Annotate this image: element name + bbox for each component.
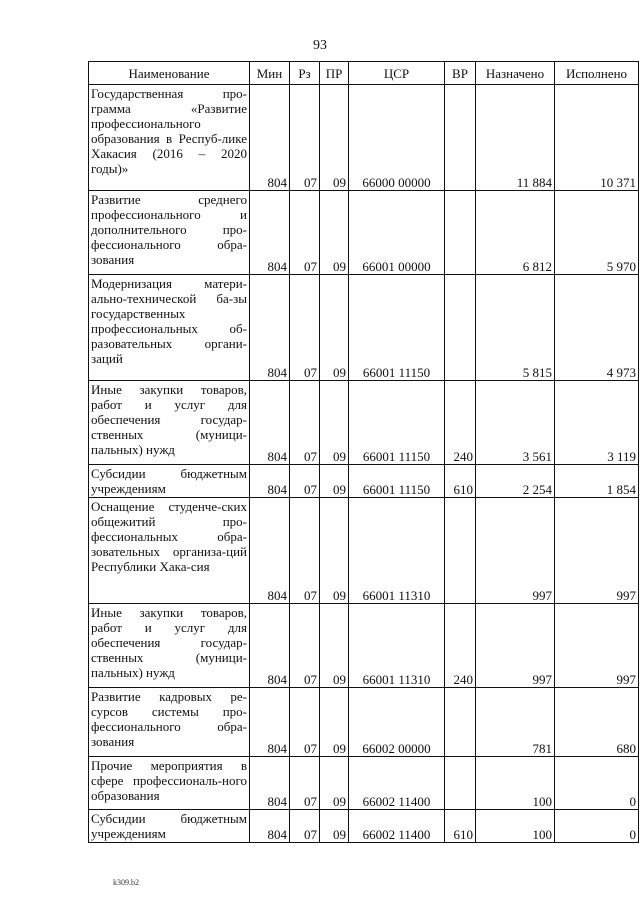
table-body <box>89 85 639 843</box>
budget-table <box>88 61 639 843</box>
row-assigned: 100 <box>476 810 555 843</box>
row-assigned: 997 <box>476 498 555 604</box>
table-row <box>89 604 639 688</box>
row-ministry: 804 <box>250 604 290 688</box>
row-target-article: 66002 11400 <box>349 810 445 843</box>
row-name: Развитие среднего профессионального и дополнительного про-фессионального обра-зования <box>89 191 250 275</box>
row-assigned: 5 815 <box>476 275 555 381</box>
row-ministry: 804 <box>250 810 290 843</box>
row-expense-type <box>445 85 476 191</box>
table-row <box>89 191 639 275</box>
table-row <box>89 810 639 843</box>
row-section: 07 <box>290 757 320 810</box>
row-target-article: 66001 11310 <box>349 604 445 688</box>
row-name: Иные закупки товаров, работ и услуг для обеспечения государ-ственных (муници-пальных) нужд <box>89 381 250 465</box>
row-target-article: 66002 11400 <box>349 757 445 810</box>
row-section: 07 <box>290 810 320 843</box>
row-assigned: 2 254 <box>476 465 555 498</box>
table-row <box>89 85 639 191</box>
row-ministry: 804 <box>250 498 290 604</box>
table-row <box>89 757 639 810</box>
row-ministry: 804 <box>250 191 290 275</box>
row-section: 07 <box>290 465 320 498</box>
row-assigned: 6 812 <box>476 191 555 275</box>
row-ministry: 804 <box>250 757 290 810</box>
row-assigned: 11 884 <box>476 85 555 191</box>
header-name: Наименование <box>89 62 250 85</box>
row-expense-type: 240 <box>445 381 476 465</box>
row-expense-type: 610 <box>445 465 476 498</box>
table-row <box>89 465 639 498</box>
row-subsection: 09 <box>320 465 349 498</box>
row-section: 07 <box>290 275 320 381</box>
row-ministry: 804 <box>250 275 290 381</box>
header-subsection: ПР <box>320 62 349 85</box>
row-name: Оснащение студенче-ских общежитий про-фессиональных обра-зовательных организа-ций Республики Хака-сия <box>89 498 250 604</box>
row-section: 07 <box>290 498 320 604</box>
row-subsection: 09 <box>320 757 349 810</box>
row-ministry: 804 <box>250 688 290 757</box>
table-row <box>89 688 639 757</box>
row-expense-type <box>445 275 476 381</box>
row-expense-type <box>445 757 476 810</box>
row-name: Иные закупки товаров, работ и услуг для обеспечения государ-ственных (муници-пальных) нужд <box>89 604 250 688</box>
row-executed: 1 854 <box>555 465 639 498</box>
row-ministry: 804 <box>250 465 290 498</box>
row-expense-type: 610 <box>445 810 476 843</box>
row-assigned: 997 <box>476 604 555 688</box>
row-target-article: 66001 11310 <box>349 498 445 604</box>
row-subsection: 09 <box>320 498 349 604</box>
row-executed: 0 <box>555 810 639 843</box>
row-executed: 680 <box>555 688 639 757</box>
row-target-article: 66002 00000 <box>349 688 445 757</box>
row-executed: 5 970 <box>555 191 639 275</box>
row-ministry: 804 <box>250 381 290 465</box>
row-target-article: 66001 11150 <box>349 465 445 498</box>
row-subsection: 09 <box>320 275 349 381</box>
header-assigned: Назначено <box>476 62 555 85</box>
row-target-article: 66001 11150 <box>349 275 445 381</box>
row-section: 07 <box>290 191 320 275</box>
row-assigned: 3 561 <box>476 381 555 465</box>
row-section: 07 <box>290 688 320 757</box>
row-executed: 3 119 <box>555 381 639 465</box>
row-executed: 997 <box>555 498 639 604</box>
row-target-article: 66000 00000 <box>349 85 445 191</box>
row-name: Государственная про-грамма «Развитие профессионального образования в Респуб-лике Хакасия (2016 – 2020 годы)» <box>89 85 250 191</box>
row-assigned: 781 <box>476 688 555 757</box>
header-expense-type: ВР <box>445 62 476 85</box>
row-name: Субсидии бюджетным учреждениям <box>89 465 250 498</box>
table-row <box>89 498 639 604</box>
row-expense-type <box>445 498 476 604</box>
header-section: Рз <box>290 62 320 85</box>
table-row <box>89 381 639 465</box>
table-row <box>89 275 639 381</box>
row-expense-type <box>445 688 476 757</box>
row-section: 07 <box>290 381 320 465</box>
header-ministry: Мин <box>250 62 290 85</box>
row-expense-type: 240 <box>445 604 476 688</box>
row-subsection: 09 <box>320 688 349 757</box>
row-executed: 10 371 <box>555 85 639 191</box>
page-number: 93 <box>313 38 327 53</box>
row-name: Субсидии бюджетным учреждениям <box>89 810 250 843</box>
row-target-article: 66001 00000 <box>349 191 445 275</box>
row-name: Модернизация матери-ально-технической ба-зы государственных профессиональных об-разовательных органи-заций <box>89 275 250 381</box>
row-executed: 4 973 <box>555 275 639 381</box>
row-ministry: 804 <box>250 85 290 191</box>
row-section: 07 <box>290 85 320 191</box>
row-subsection: 09 <box>320 85 349 191</box>
row-section: 07 <box>290 604 320 688</box>
row-subsection: 09 <box>320 810 349 843</box>
row-target-article: 66001 11150 <box>349 381 445 465</box>
row-executed: 997 <box>555 604 639 688</box>
row-name: Развитие кадровых ре-сурсов системы про-фессионального обра-зования <box>89 688 250 757</box>
row-name: Прочие мероприятия в сфере профессиональ-ного образования <box>89 757 250 810</box>
footer-code: k309.b2 <box>113 878 139 887</box>
row-assigned: 100 <box>476 757 555 810</box>
row-subsection: 09 <box>320 604 349 688</box>
row-subsection: 09 <box>320 381 349 465</box>
row-expense-type <box>445 191 476 275</box>
header-executed: Исполнено <box>555 62 639 85</box>
table-header-row <box>89 62 639 85</box>
row-executed: 0 <box>555 757 639 810</box>
row-subsection: 09 <box>320 191 349 275</box>
header-target-article: ЦСР <box>349 62 445 85</box>
